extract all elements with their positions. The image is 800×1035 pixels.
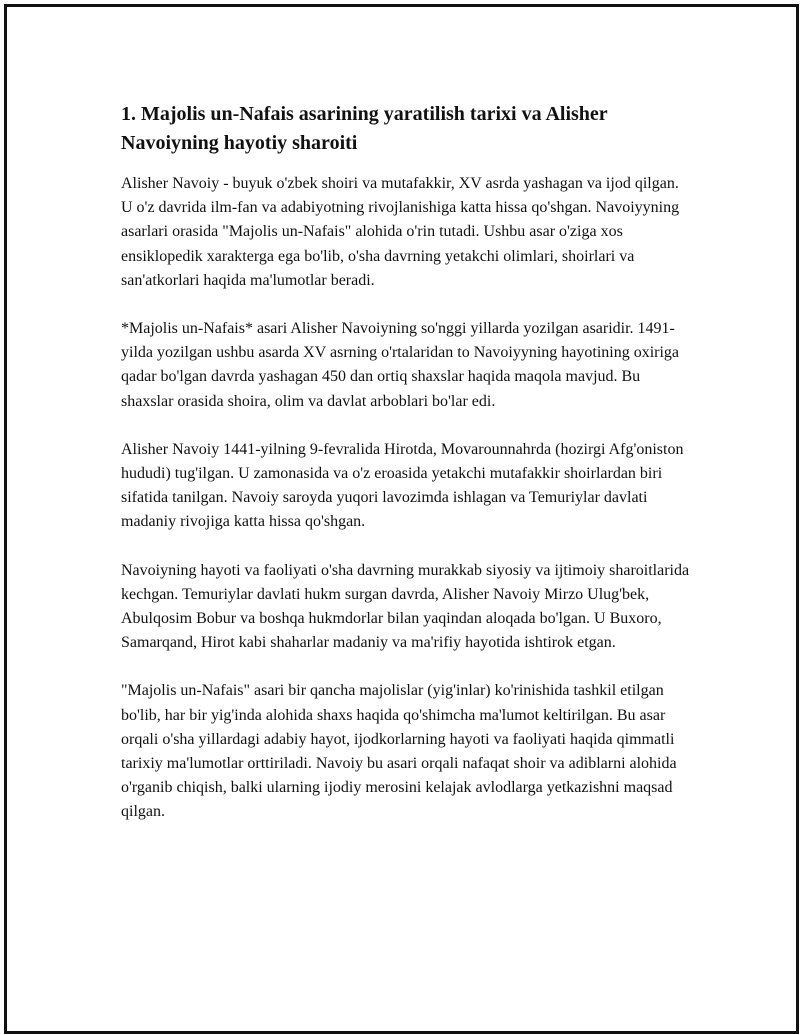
paragraph-intro: Alisher Navoiy - buyuk o'zbek shoiri va mutafakkir, XV asrda yashagan va ijod qilgan. U o'z davrida ilm-fan va adabiyotning rivojlanishiga katta hissa qo'shgan. Navoiyyning asarlari orasida "Majolis un-Nafais" alohida o'rin tutadi. Ushbu asar o'ziga xos ensiklopedik xarakterga ega bo'lib, o'sha davrning yetakchi olimlari, shoirlari va san'atkorlari haqida ma'lumotlar beradi. <box>121 175 680 289</box>
paragraph-work-overview: *Majolis un-Nafais* asari Alisher Navoiyning so'nggi yillarda yozilgan asaridir. 1491-yilda yozilgan ushbu asarda XV asrning o'rtalaridan to Navoiyyning hayotining oxiriga qadar bo'lgan davrda yashagan 450 dan ortiq shaxslar haqida maqola mavjud. Bu shaxslar orasida shoira, olim va davlat arboblari bo'lar edi. <box>121 320 680 410</box>
document-body <box>121 100 691 849</box>
page-frame <box>4 4 799 1034</box>
section-title: 1. Majolis un-Nafais asarining yaratilish tarixi va Alisher Navoiyning hayotiy sharoiti <box>121 103 608 154</box>
paragraph-work-structure: "Majolis un-Nafais" asari bir qancha majolislar (yig'inlar) ko'rinishida tashkil etilgan bo'lib, har bir yig'inda alohida shaxs haqida qo'shimcha ma'lumot keltirilgan. Bu asar orqali o'sha yillardagi adabiy hayot, ijodkorlarning hayoti va faoliyati haqida qimmatli tarixiy ma'lumotlar orttiriladi. Navoiy bu asari orqali nafaqat shoir va adiblarni alohida o'rganib chiqish, balki ularning ijodiy merosini kelajak avlodlarga yetkazishni maqsad qilgan. <box>121 682 677 821</box>
paragraph-historical-context: Navoiyning hayoti va faoliyati o'sha davrning murakkab siyosiy va ijtimoiy sharoitlarida kechgan. Temuriylar davlati hukm surgan davrda, Alisher Navoiy Mirzo Ulug'bek, Abulqosim Bobur va boshqa hukmdorlar bilan yaqindan aloqada bo'lgan. U Buxoro, Samarqand, Hirot kabi shaharlar madaniy va ma'rifiy hayotida ishtirok etgan. <box>121 561 690 652</box>
paragraph-biography: Alisher Navoiy 1441-yilning 9-fevralida Hirotda, Movarounnahrda (hozirgi Afg'oniston hududi) tug'ilgan. U zamonasida va o'z eroasida yetakchi mutafakkir shoirlardan biri sifatida tanilgan. Navoiy saroyda yuqori lavozimda ishlagan va Temuriylar davlati madaniy rivojiga katta hissa qo'shgan. <box>121 440 684 531</box>
